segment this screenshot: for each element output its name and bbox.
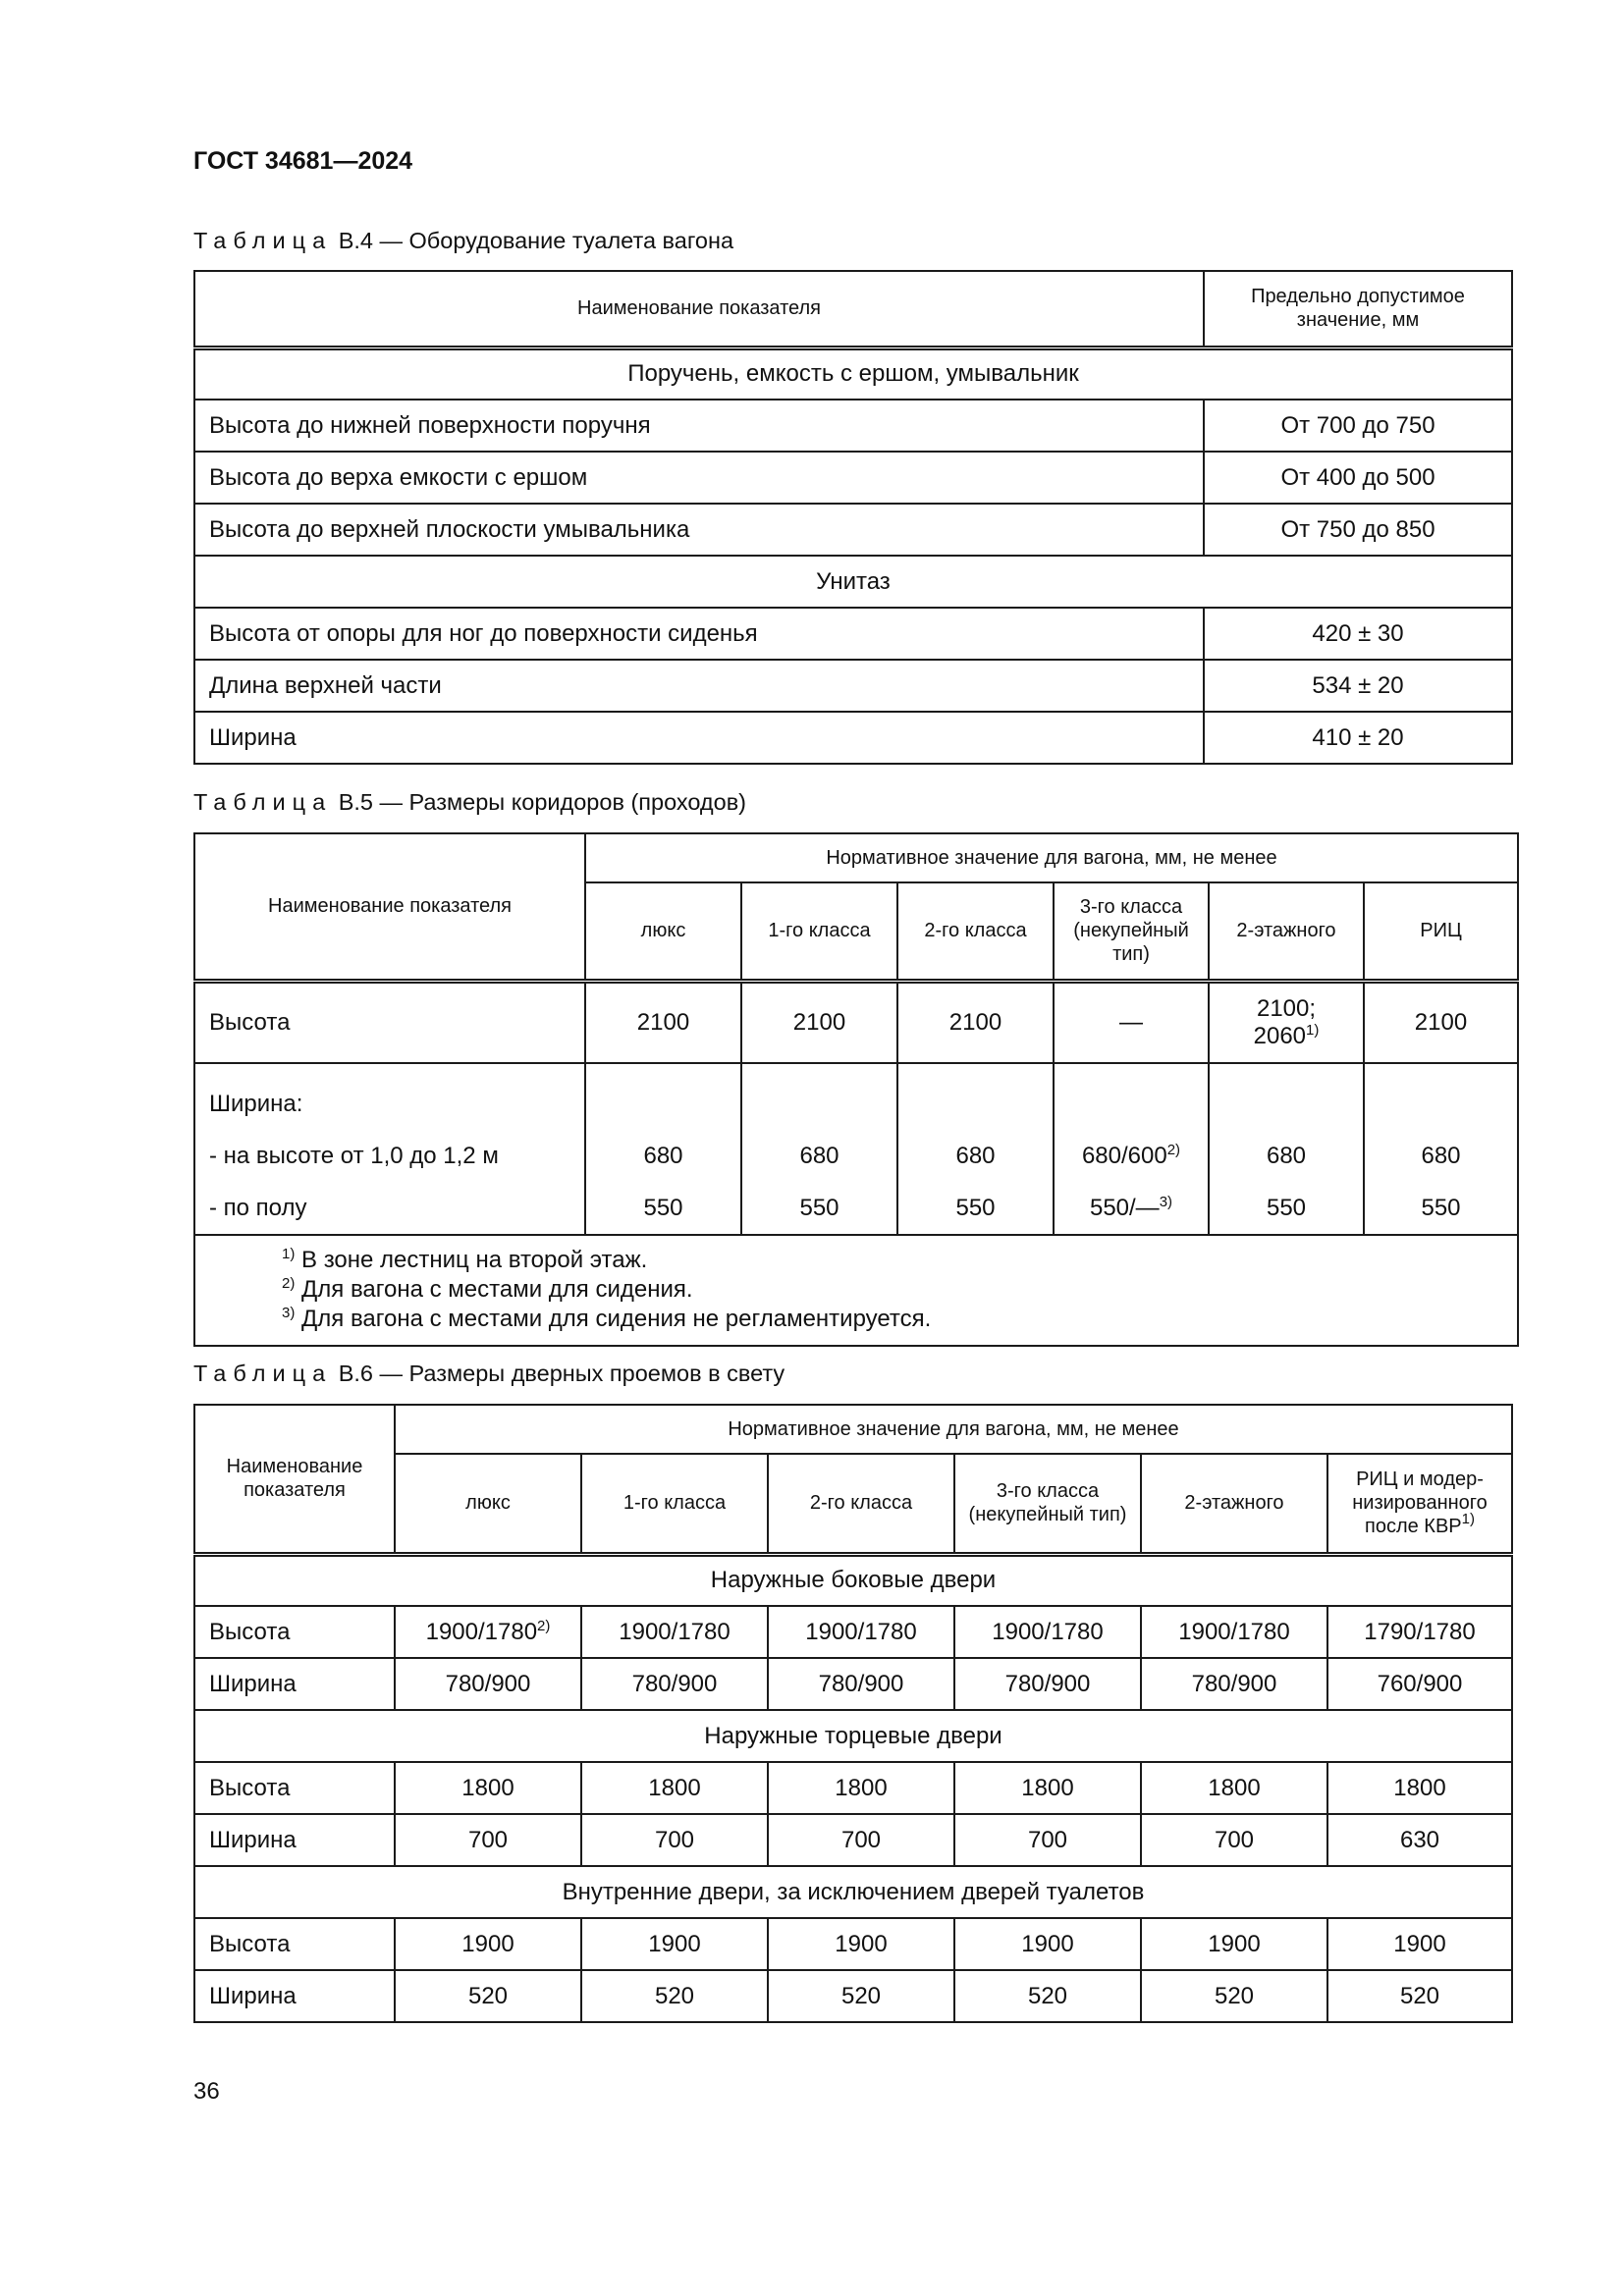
- table-b4-col-value: Предельно допустимое значение, мм: [1204, 271, 1512, 347]
- table-cell-value: 520: [1141, 1970, 1327, 2022]
- footnote: [282, 1246, 1505, 1275]
- footnote: [282, 1275, 1505, 1305]
- table-cell-value: 1900: [1327, 1918, 1512, 1970]
- width-value: 550: [1421, 1195, 1461, 1221]
- width-value: 680: [643, 1143, 683, 1169]
- table-b5-col-name: Наименование показателя: [194, 833, 585, 981]
- table-cell-value: 1800: [395, 1762, 581, 1814]
- table-row: [194, 1063, 1518, 1235]
- table-b5-caption: [193, 789, 746, 816]
- footnote-ref: 2): [537, 1617, 551, 1634]
- footnote-ref: 1): [1306, 1021, 1320, 1039]
- width-row2-label: - по полу: [209, 1195, 307, 1221]
- table-cell-value: 1900: [395, 1918, 581, 1970]
- table-cell-value: 780/900: [581, 1658, 768, 1710]
- table-cell-value: [1364, 1063, 1518, 1235]
- table-b5-notes-row: [194, 1235, 1518, 1346]
- height-value-alt: [1218, 1023, 1355, 1050]
- table-b4-caption-text: В.4 — Оборудование туалета вагона: [338, 228, 734, 253]
- table-cell-value: 520: [1327, 1970, 1512, 2022]
- table-b5-header-row: [194, 833, 1518, 882]
- table-cell-value: 760/900: [1327, 1658, 1512, 1710]
- footnote-marker: 3): [282, 1305, 296, 1321]
- table-cell-value: [897, 1063, 1054, 1235]
- table-b5-caption-word: Таблица: [193, 789, 333, 815]
- table-cell-value: От 700 до 750: [1204, 400, 1512, 452]
- table-b6-section-row: [194, 1866, 1512, 1918]
- footnote-marker: 2): [282, 1275, 296, 1292]
- table-cell-label: [194, 1063, 585, 1235]
- table-row: [194, 981, 1518, 1063]
- table-cell-value: 1900/1780: [768, 1606, 954, 1658]
- table-cell-value: 780/900: [1141, 1658, 1327, 1710]
- table-row: [194, 452, 1512, 504]
- table-cell-value: 2100: [1364, 981, 1518, 1063]
- table-row: [194, 1606, 1512, 1658]
- table-b5-col: 2-этажного: [1209, 882, 1364, 981]
- table-b5-caption-text: В.5 — Размеры коридоров (проходов): [338, 789, 747, 815]
- page-number: 36: [193, 2078, 220, 2105]
- footnote-text: Для вагона с местами для сидения не регламентируется.: [301, 1306, 932, 1332]
- table-b5-notes: [194, 1235, 1518, 1346]
- table-cell-value: 2100: [741, 981, 897, 1063]
- table-b6-section: Наружные торцевые двери: [194, 1710, 1512, 1762]
- height-value-main: 2100;: [1256, 994, 1317, 1022]
- table-b6-body: [194, 1554, 1512, 2022]
- width-row1-label: - на высоте от 1,0 до 1,2 м: [209, 1143, 499, 1169]
- table-cell-value: 1900: [581, 1918, 768, 1970]
- table-cell-value: 700: [1141, 1814, 1327, 1866]
- table-cell-value: 1800: [768, 1762, 954, 1814]
- table-cell-value: 1900/1780: [581, 1606, 768, 1658]
- width-value: 550: [799, 1195, 839, 1221]
- table-cell-value: От 750 до 850: [1204, 504, 1512, 556]
- table-cell-label: Высота: [194, 1918, 395, 1970]
- width-value: 680: [955, 1143, 996, 1169]
- table-cell-label: Высота: [194, 1762, 395, 1814]
- footnote-ref: 3): [1159, 1194, 1173, 1210]
- table-b6-section-row: [194, 1554, 1512, 1606]
- table-cell-label: Ширина: [194, 712, 1204, 764]
- table-cell-label: Высота от опоры для ног до поверхности сиденья: [194, 608, 1204, 660]
- table-b6-col: [1327, 1454, 1512, 1554]
- table-b4-col-name: Наименование показателя: [194, 271, 1204, 347]
- table-cell-value: [741, 1063, 897, 1235]
- table-b6-col: 2-этажного: [1141, 1454, 1327, 1554]
- table-cell-label: Ширина: [194, 1814, 395, 1866]
- table-cell-value: 700: [768, 1814, 954, 1866]
- table-b6-col-name: Наименование показателя: [194, 1405, 395, 1554]
- table-cell-value: —: [1054, 981, 1209, 1063]
- document-standard-number: ГОСТ 34681—2024: [193, 147, 413, 175]
- table-cell-value: От 400 до 500: [1204, 452, 1512, 504]
- table-row: [194, 1658, 1512, 1710]
- width-value: [1062, 1130, 1200, 1182]
- table-row: [194, 504, 1512, 556]
- table-b6-caption-text: В.6 — Размеры дверных проемов в свету: [338, 1361, 785, 1386]
- table-cell-label: Высота до верха емкости с ершом: [194, 452, 1204, 504]
- width-value-text: 680/600: [1081, 1143, 1167, 1169]
- table-cell-value: 410 ± 20: [1204, 712, 1512, 764]
- table-row: [194, 1970, 1512, 2022]
- table-row: [194, 712, 1512, 764]
- table-b6-section-row: [194, 1710, 1512, 1762]
- table-cell-value: 1900/1780: [954, 1606, 1141, 1658]
- table-cell-value: [1054, 1063, 1209, 1235]
- height-value-alt-text: 2060: [1253, 1022, 1307, 1049]
- table-row: [194, 1762, 1512, 1814]
- table-b6-col-text: РИЦ и модер- низированного после КВР: [1352, 1468, 1488, 1538]
- table-cell-value: 1800: [1141, 1762, 1327, 1814]
- table-b6-header-row: [194, 1405, 1512, 1454]
- table-cell-value: [1209, 1063, 1364, 1235]
- table-b6-col: 1-го класса: [581, 1454, 768, 1554]
- table-cell-value: 780/900: [954, 1658, 1141, 1710]
- table-cell-label: Длина верхней части: [194, 660, 1204, 712]
- table-cell-value: 420 ± 30: [1204, 608, 1512, 660]
- table-cell-label: Высота до верхней плоскости умывальника: [194, 504, 1204, 556]
- footnote-ref: 1): [1461, 1511, 1475, 1528]
- table-cell-value: 1900: [954, 1918, 1141, 1970]
- table-row: [194, 400, 1512, 452]
- table-b5-col: 2-го класса: [897, 882, 1054, 981]
- table-b5-col: 3-го класса (некупейный тип): [1054, 882, 1209, 981]
- table-cell-label: Высота: [194, 981, 585, 1063]
- table-b4-section: Унитаз: [194, 556, 1512, 608]
- table-cell-value: 1800: [1327, 1762, 1512, 1814]
- table-b5-col: 1-го класса: [741, 882, 897, 981]
- table-cell-value: [395, 1606, 581, 1658]
- table-row: [194, 660, 1512, 712]
- table-cell-value: 780/900: [395, 1658, 581, 1710]
- table-cell-value: 630: [1327, 1814, 1512, 1866]
- table-b4-caption-word: Таблица: [193, 228, 333, 253]
- table-cell-value: 1900/1780: [1141, 1606, 1327, 1658]
- table-b4-section: Поручень, емкость с ершом, умывальник: [194, 347, 1512, 400]
- table-b6-caption-word: Таблица: [193, 1361, 333, 1386]
- table-b6-col: 3-го класса (некупейный тип): [954, 1454, 1141, 1554]
- table-b6-col: люкс: [395, 1454, 581, 1554]
- footnote: [282, 1305, 1505, 1334]
- width-value: 550: [643, 1195, 683, 1221]
- table-b6-col: 2-го класса: [768, 1454, 954, 1554]
- table-cell-value: 1800: [954, 1762, 1141, 1814]
- table-cell-label: Высота до нижней поверхности поручня: [194, 400, 1204, 452]
- table-b5-col: РИЦ: [1364, 882, 1518, 981]
- table-b6-section: Наружные боковые двери: [194, 1554, 1512, 1606]
- width-value: [1062, 1182, 1200, 1234]
- table-cell-value: 1900: [1141, 1918, 1327, 1970]
- table-cell-value: 1800: [581, 1762, 768, 1814]
- table-b4-header-row: [194, 271, 1512, 347]
- table-b4-caption: [193, 228, 733, 254]
- table-b6-group-header: Нормативное значение для вагона, мм, не менее: [395, 1405, 1512, 1454]
- table-cell-value: 1790/1780: [1327, 1606, 1512, 1658]
- table-cell-value: 700: [395, 1814, 581, 1866]
- width-value: 550: [955, 1195, 996, 1221]
- table-cell-value-text: 1900/1780: [425, 1618, 538, 1645]
- footnote-ref: 2): [1166, 1142, 1181, 1158]
- width-value: 680: [799, 1143, 839, 1169]
- footnote-text: Для вагона с местами для сидения.: [301, 1276, 693, 1303]
- table-cell-label: Высота: [194, 1606, 395, 1658]
- table-b6-section: Внутренние двери, за исключением дверей туалетов: [194, 1866, 1512, 1918]
- width-value: 550: [1266, 1195, 1307, 1221]
- table-row: [194, 1918, 1512, 1970]
- table-row: [194, 608, 1512, 660]
- table-cell-value: [585, 1063, 741, 1235]
- table-cell-value: 520: [954, 1970, 1141, 2022]
- footnote-marker: 1): [282, 1246, 296, 1262]
- table-b5-group-header: Нормативное значение для вагона, мм, не менее: [585, 833, 1518, 882]
- table-cell-value: 534 ± 20: [1204, 660, 1512, 712]
- table-cell-label: Ширина: [194, 1658, 395, 1710]
- table-cell-label: Ширина: [194, 1970, 395, 2022]
- width-value: 680: [1421, 1143, 1461, 1169]
- table-cell-value: 700: [954, 1814, 1141, 1866]
- table-row: [194, 1814, 1512, 1866]
- table-cell-value: 700: [581, 1814, 768, 1866]
- table-cell-value: 780/900: [768, 1658, 954, 1710]
- table-cell-value: 1900: [768, 1918, 954, 1970]
- table-cell-value: [1209, 981, 1364, 1063]
- table-cell-value: 520: [581, 1970, 768, 2022]
- table-cell-value: 520: [395, 1970, 581, 2022]
- width-value-text: 550/—: [1089, 1195, 1160, 1221]
- table-b6: [193, 1404, 1513, 2023]
- table-cell-value: 2100: [585, 981, 741, 1063]
- table-cell-value: 2100: [897, 981, 1054, 1063]
- footnote-text: В зоне лестниц на второй этаж.: [301, 1247, 648, 1273]
- table-cell-value: 520: [768, 1970, 954, 2022]
- width-label: Ширина:: [209, 1091, 303, 1117]
- table-b5-col: люкс: [585, 882, 741, 981]
- table-b5: [193, 832, 1519, 1347]
- table-b4: [193, 270, 1513, 765]
- table-b6-caption: [193, 1361, 785, 1387]
- width-value: 680: [1266, 1143, 1307, 1169]
